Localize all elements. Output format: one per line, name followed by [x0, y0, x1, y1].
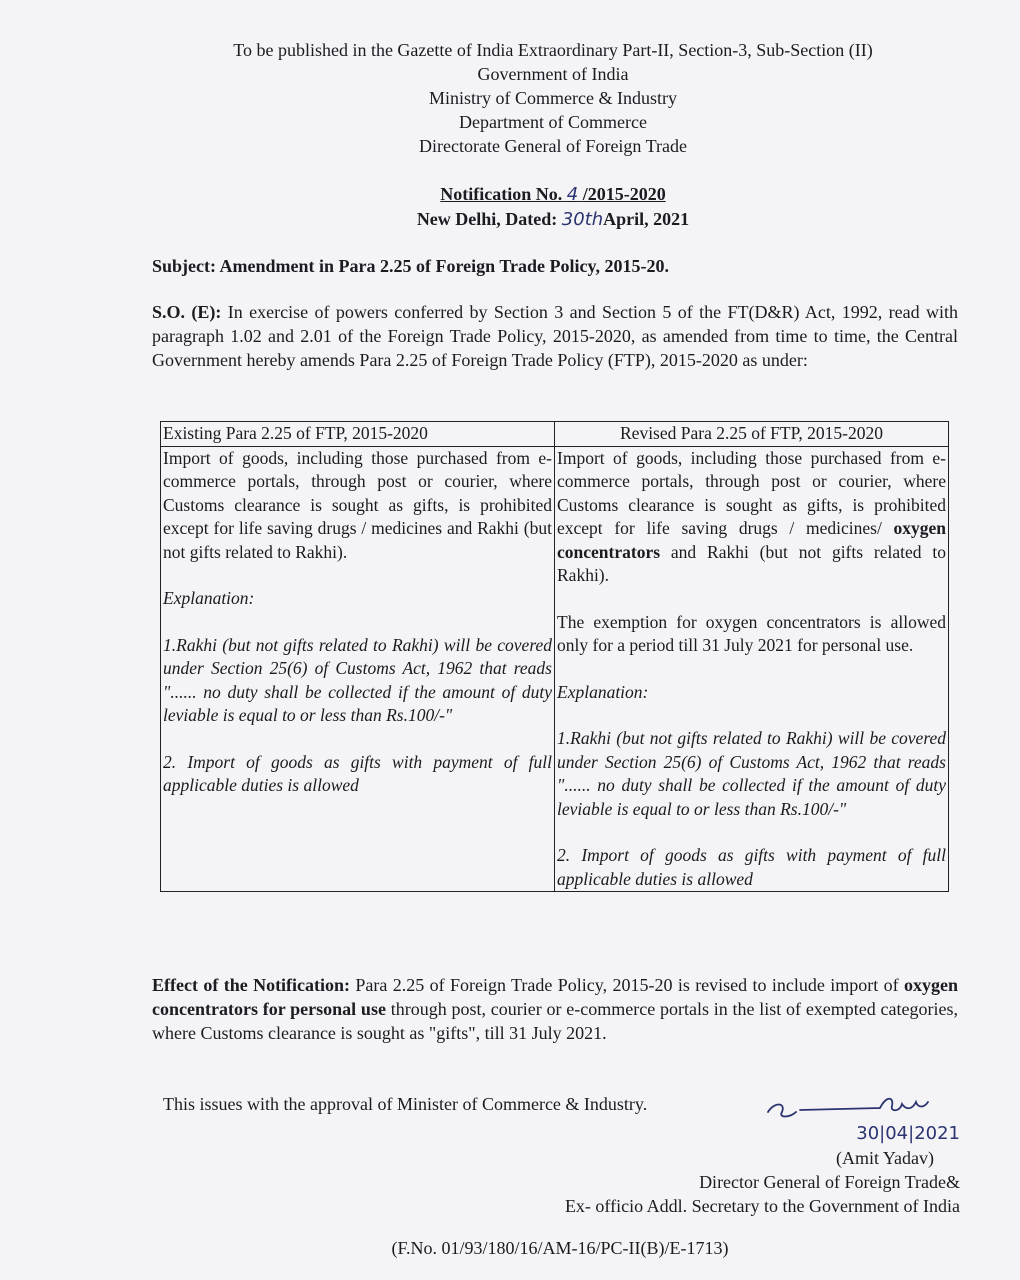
file-number: (F.No. 01/93/180/16/AM-16/PC-II(B)/E-1713) [391, 1238, 729, 1258]
notification-number: Notification No. 4 /2015-2020 [440, 184, 666, 205]
effect-paragraph: Effect of the Notification: Para 2.25 of Foreign Trade Policy, 2015-20 is revised to include import of oxygen concentrators for personal use through post, courier or e-commerce portals in the list of exempted categories, where Customs clearance is sought as "gifts", till 31 July 2021. [152, 975, 959, 1043]
approval-line: This issues with the approval of Minister of Commerce & Industry. [163, 1094, 648, 1114]
existing-column [161, 446, 555, 892]
table-header-revised: Revised Para 2.25 of FTP, 2015-2020 [555, 422, 949, 447]
existing-explanation-label: Explanation: [163, 588, 255, 608]
effect-label: Effect of the Notification: [152, 975, 351, 995]
notification-date: New Delhi, Dated: 30thApril, 2021 [416, 209, 690, 230]
government-line: Government of India [477, 64, 629, 84]
existing-explanation-1: 1.Rakhi (but not gifts related to Rakhi) will be covered under Section 25(6) of Customs Act, 1962 that reads "...... no duty shall be collected if the amount of duty leviable is equal to or less than Rs.100/-" [163, 634, 552, 725]
department-line: Department of Commerce [459, 112, 647, 132]
handwritten-signature [500, 1088, 960, 1128]
signatory-title: Director General of Foreign Trade& [699, 1172, 960, 1192]
signature-block [500, 1088, 960, 1218]
so-paragraph [152, 300, 958, 372]
revised-explanation-2: 2. Import of goods as gifts with payment of full applicable duties is allowed [557, 845, 946, 889]
revised-column [555, 446, 949, 892]
directorate-line: Directorate General of Foreign Trade [419, 136, 687, 156]
oxygen-concentrators-bold: oxygen concentrators [557, 518, 946, 562]
effect-bold: oxygen concentrators for personal use [152, 975, 958, 1019]
revised-explanation-1: 1.Rakhi (but not gifts related to Rakhi) will be covered under Section 25(6) of Customs Act, 1962 that reads "...... no duty shall be collected if the amount of duty leviable is equal to or less than Rs.100/-" [557, 728, 946, 819]
revised-main-text: Import of goods, including those purchased from e-commerce portals, through post or courier, where Customs clearance is sought as gifts, is prohibited except for life saving drugs / medicines/ oxygen concentrators and Rakhi (but not gifts related to Rakhi). [557, 447, 946, 585]
handwritten-number: 4 [566, 184, 579, 205]
gazette-line: To be published in the Gazette of India Extraordinary Part-II, Section-3, Sub-Section (II) [233, 40, 873, 60]
so-body: In exercise of powers conferred by Section 3 and Section 5 of the FT(D&R) Act, 1992, read with paragraph 1.02 and 2.01 of the Foreign Trade Policy, 2015-2020, as amended from time to time, the Central Government hereby amends Para 2.25 of Foreign Trade Policy (FTP), 2015-2020 as under: [152, 302, 959, 370]
handwritten-day: 30th [561, 209, 604, 230]
ministry-line: Ministry of Commerce & Industry [429, 88, 677, 108]
notification-heading [0, 182, 1020, 232]
so-label: S.O. (E): [152, 302, 222, 322]
document-header [0, 38, 1020, 158]
revised-explanation-label: Explanation: [557, 681, 649, 702]
revised-exemption-text: The exemption for oxygen concentrators is allowed only for a period till 31 July 2021 for personal use. [557, 611, 946, 655]
amendment-table [160, 421, 949, 892]
handwritten-sign-date: 30|04|2021 [856, 1123, 960, 1144]
table-header-existing: Existing Para 2.25 of FTP, 2015-2020 [161, 422, 555, 447]
existing-explanation-2: 2. Import of goods as gifts with payment of full applicable duties is allowed [163, 751, 552, 795]
existing-main-text: Import of goods, including those purchased from e-commerce portals, through post or courier, where Customs clearance is sought as gifts, is prohibited except for life saving drugs / medicines and Rakhi (but not gifts related to Rakhi). [163, 447, 552, 562]
signature-scribble [760, 1088, 960, 1128]
subject-line: Subject: Amendment in Para 2.25 of Foreign Trade Policy, 2015-20. [152, 256, 669, 276]
signatory-additional-title: Ex- officio Addl. Secretary to the Government of India [564, 1196, 960, 1216]
signatory-name: (Amit Yadav) [836, 1148, 934, 1168]
